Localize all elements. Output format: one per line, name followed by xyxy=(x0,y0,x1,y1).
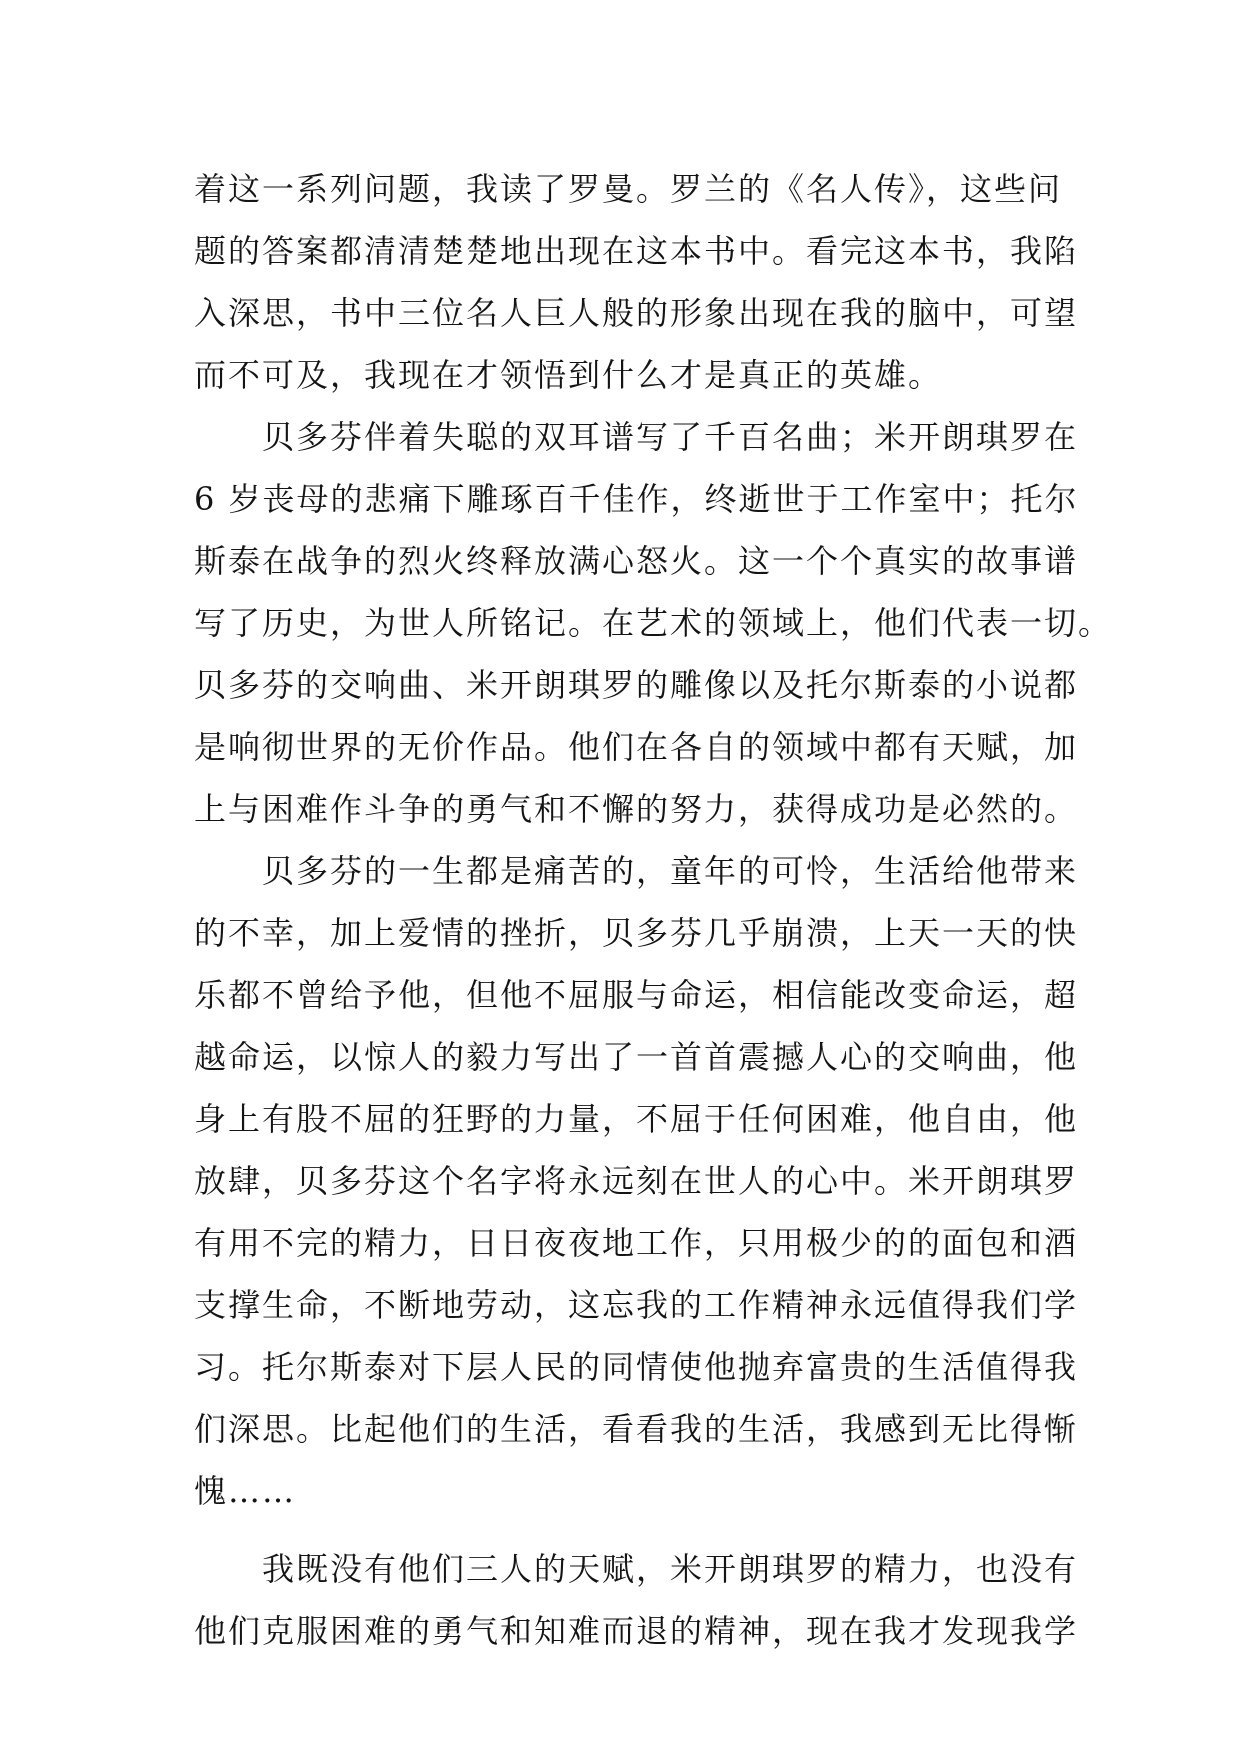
body-text xyxy=(194,158,1113,1662)
paragraph-gap xyxy=(194,1522,1074,1538)
text-line: 放肆，贝多芬这个名字将永远刻在世人的心中。米开朗琪罗 xyxy=(194,1162,1079,1200)
text-line: 上与困难作斗争的勇气和不懈的努力，获得成功是必然的。 xyxy=(194,790,1079,828)
text-line: 贝多芬的交响曲、米开朗琪罗的雕像以及托尔斯泰的小说都 xyxy=(194,666,1079,704)
text-line: 是响彻世界的无价作品。他们在各自的领域中都有天赋，加 xyxy=(194,728,1079,766)
text-line: 贝多芬伴着失聪的双耳谱写了千百名曲；米开朗琪罗在 xyxy=(262,418,1079,456)
text-line: 他们克服困难的勇气和知难而退的精神，现在我才发现我学 xyxy=(194,1612,1079,1650)
text-line: 入深思，书中三位名人巨人般的形象出现在我的脑中，可望 xyxy=(194,294,1079,332)
text-line: 的不幸，加上爱情的挫折，贝多芬几乎崩溃，上天一天的快 xyxy=(194,914,1079,952)
paragraph-3 xyxy=(194,840,1079,1522)
text-line: 而不可及，我现在才领悟到什么才是真正的英雄。 xyxy=(194,356,943,394)
text-line: 我既没有他们三人的天赋，米开朗琪罗的精力，也没有 xyxy=(262,1550,1079,1588)
paragraph-4 xyxy=(194,1538,1079,1662)
text-line: 乐都不曾给予他，但他不屈服与命运，相信能改变命运，超 xyxy=(194,976,1079,1014)
paragraph-1 xyxy=(194,158,1079,406)
text-line: 身上有股不屈的狂野的力量，不屈于任何困难，他自由，他 xyxy=(194,1100,1079,1138)
text-line: 有用不完的精力，日日夜夜地工作，只用极少的的面包和酒 xyxy=(194,1224,1079,1262)
paragraph-2 xyxy=(194,406,1113,840)
text-line: 越命运，以惊人的毅力写出了一首首震撼人心的交响曲，他 xyxy=(194,1038,1079,1076)
text-line: 贝多芬的一生都是痛苦的，童年的可怜，生活给他带来 xyxy=(262,852,1079,890)
text-line: 6 岁丧母的悲痛下雕琢百千佳作，终逝世于工作室中；托尔 xyxy=(194,480,1079,518)
text-line: 愧…… xyxy=(194,1472,297,1510)
text-line: 题的答案都清清楚楚地出现在这本书中。看完这本书，我陷 xyxy=(194,232,1079,270)
text-line: 习。托尔斯泰对下层人民的同情使他抛弃富贵的生活值得我 xyxy=(194,1348,1079,1386)
text-line: 斯泰在战争的烈火终释放满心怒火。这一个个真实的故事谱 xyxy=(194,542,1079,580)
text-line: 写了历史，为世人所铭记。在艺术的领域上，他们代表一切。 xyxy=(194,604,1113,642)
text-line: 们深思。比起他们的生活，看看我的生活，我感到无比得惭 xyxy=(194,1410,1079,1448)
text-line: 着这一系列问题，我读了罗曼。罗兰的《名人传》，这些问 xyxy=(194,170,1063,208)
text-line: 支撑生命，不断地劳动，这忘我的工作精神永远值得我们学 xyxy=(194,1286,1079,1324)
